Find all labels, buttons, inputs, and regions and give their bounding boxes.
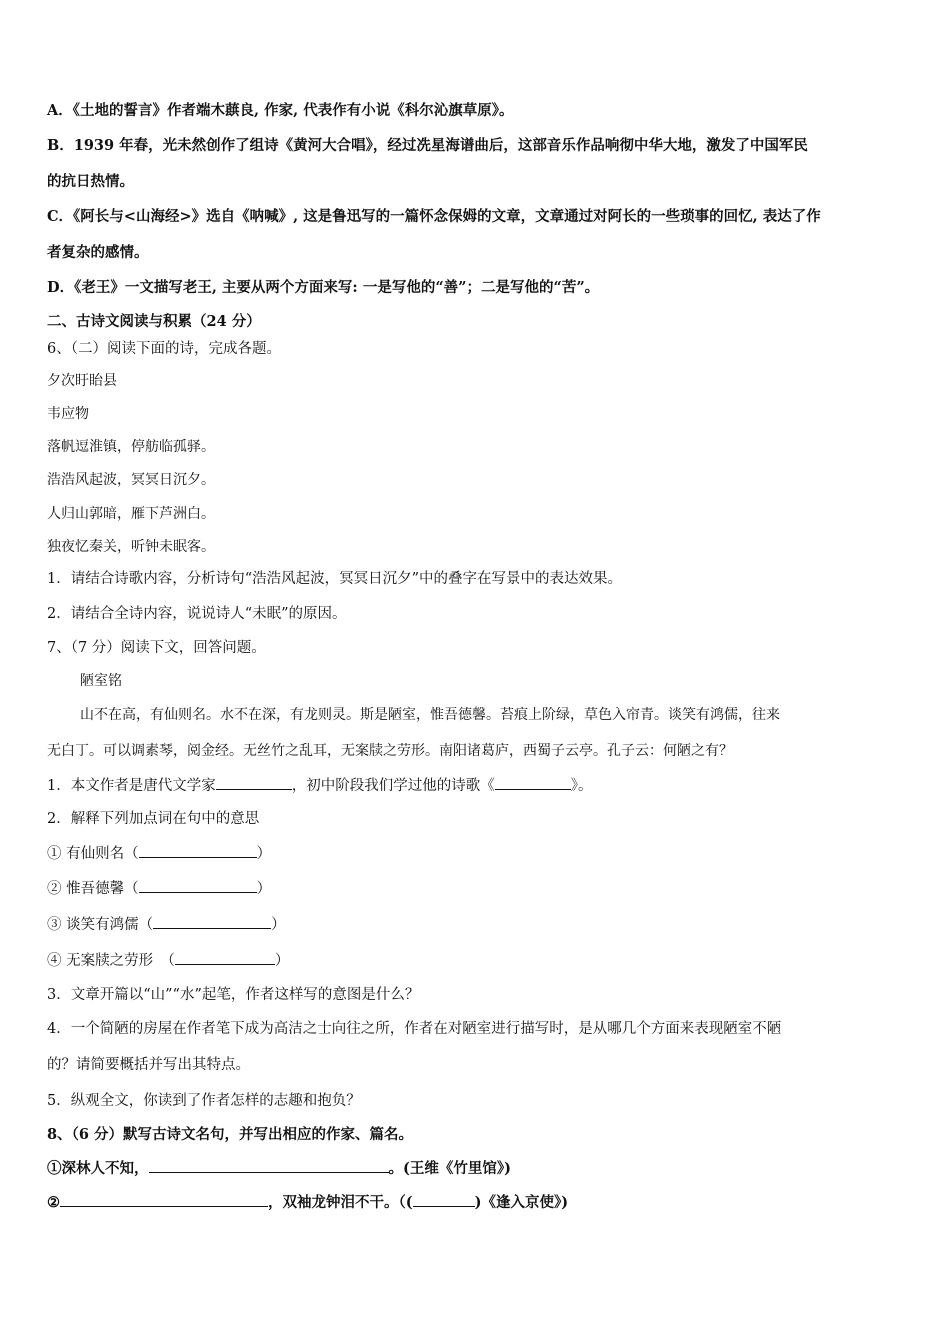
- word-3-label: ③ 谈笑有鸿儒（: [47, 917, 154, 933]
- q5-option-d: D．《老王》一文描写老王, 主要从两个方面来写: 一是写他的“善”；二是写他的“苦”。: [47, 279, 600, 296]
- poem-blank[interactable]: [495, 775, 571, 790]
- q7-word-2: [47, 878, 910, 899]
- q8-line-2: [47, 1192, 910, 1213]
- word-1-blank[interactable]: [139, 843, 257, 858]
- q6-sub1: 1．请结合诗歌内容，分析诗句“浩浩风起波，冥冥日沉夕”中的叠字在写景中的表达效果。: [47, 571, 623, 587]
- q7-text-1: 山不在高，有仙则名。水不在深，有龙则灵。斯是陋室，惟吾德馨。苔痕上阶绿，草色入帘青。谈笑有鸿儒，往来: [80, 707, 780, 723]
- word-3-blank[interactable]: [153, 914, 271, 929]
- q8-line-2-text-a: ②: [47, 1194, 60, 1211]
- q7-sub5: 5．纵观全文，你读到了作者怎样的志趣和抱负？: [47, 1093, 361, 1109]
- q5-option-c-cont: 者复杂的感情。: [47, 244, 149, 261]
- q8-line-2-text-c: )《逢入京使》): [474, 1194, 569, 1211]
- author-blank[interactable]: [216, 775, 292, 790]
- q7-sub1-text-c: 》。: [570, 778, 593, 794]
- q8-line-1: [47, 1158, 910, 1179]
- verse-blank-2[interactable]: [60, 1192, 268, 1207]
- poem-line: 浩浩风起波，冥冥日沉夕。: [47, 472, 215, 488]
- q8-line-1-text-b: 。(王维《竹里馆》): [388, 1160, 511, 1177]
- word-3-close: ）: [271, 917, 286, 933]
- q7-word-4: [47, 950, 910, 971]
- section2-title: 二、古诗文阅读与积累（24 分）: [47, 313, 261, 330]
- q8-intro: 8、（6 分）默写古诗文名句，并写出相应的作家、篇名。: [47, 1126, 413, 1143]
- word-4-close: ）: [274, 953, 290, 969]
- q6-intro: 6、（二）阅读下面的诗，完成各题。: [47, 341, 281, 357]
- word-1-label: ① 有仙则名（: [47, 846, 139, 862]
- q8-line-2-text-b: ，双袖龙钟泪不干。（(: [268, 1194, 413, 1211]
- word-1-close: ）: [256, 846, 272, 862]
- q5-option-c: C．《阿长与<山海经>》选自《呐喊》, 这是鲁迅写的一篇怀念保姆的文章，文章通过对阿长的一些琐事的回忆, 表达了作: [47, 208, 821, 225]
- q7-sub1-text-b: ，初中阶段我们学过他的诗歌《: [291, 778, 495, 794]
- q7-sub1-text-a: 1．本文作者是唐代文学家: [47, 778, 216, 794]
- poem-author: 韦应物: [47, 406, 89, 422]
- q7-word-1: [47, 843, 910, 864]
- q8-line-1-text-a: ①深林人不知，: [47, 1160, 149, 1177]
- poem-line: 落帆逗淮镇，停舫临孤驿。: [47, 439, 215, 455]
- word-4-label: ④ 无案牍之劳形 （: [47, 953, 175, 969]
- poem-line: 人归山郭暗，雁下芦洲白。: [47, 506, 215, 522]
- q7-text-2: 无白丁。可以调素琴，阅金经。无丝竹之乱耳，无案牍之劳形。南阳诸葛庐，西蜀子云亭。孔子云：何陋之有？: [47, 743, 733, 759]
- q7-sub2: 2．解释下列加点词在句中的意思: [47, 811, 260, 827]
- q7-sub4: 4．一个简陋的房屋在作者笔下成为高洁之士向往之所，作者在对陋室进行描写时，是从哪几个方面来表现陋室不陋: [47, 1021, 782, 1037]
- q7-sub1: [47, 775, 910, 796]
- poem-line: 独夜忆秦关，听钟未眠客。: [47, 539, 215, 555]
- q7-sub4-cont: 的？请简要概括并写出其特点。: [47, 1057, 250, 1073]
- q7-title: 陋室铭: [80, 673, 122, 689]
- q7-intro: 7、（7 分）阅读下文，回答问题。: [47, 640, 266, 656]
- q7-word-3: [47, 914, 910, 935]
- author-blank-2[interactable]: [413, 1192, 475, 1207]
- q7-sub3: 3．文章开篇以“山”“水”起笔，作者这样写的意图是什么？: [47, 987, 420, 1003]
- poem-title: 夕次盱眙县: [47, 373, 117, 389]
- verse-blank-1[interactable]: [149, 1158, 389, 1173]
- word-2-label: ② 惟吾德馨（: [47, 881, 139, 897]
- word-2-blank[interactable]: [139, 878, 257, 893]
- q5-option-a: A．《土地的誓言》作者端木蕻良, 作家, 代表作有小说《科尔沁旗草原》。: [47, 102, 514, 119]
- word-4-blank[interactable]: [175, 950, 275, 965]
- q6-sub2: 2．请结合全诗内容，说说诗人“未眠”的原因。: [47, 606, 347, 622]
- word-2-close: ）: [256, 881, 272, 897]
- q5-option-b: B．1939 年春，光未然创作了组诗《黄河大合唱》，经过冼星海谱曲后，这部音乐作品响彻中华大地，激发了中国军民: [47, 137, 808, 154]
- q5-option-b-cont: 的抗日热情。: [47, 173, 134, 190]
